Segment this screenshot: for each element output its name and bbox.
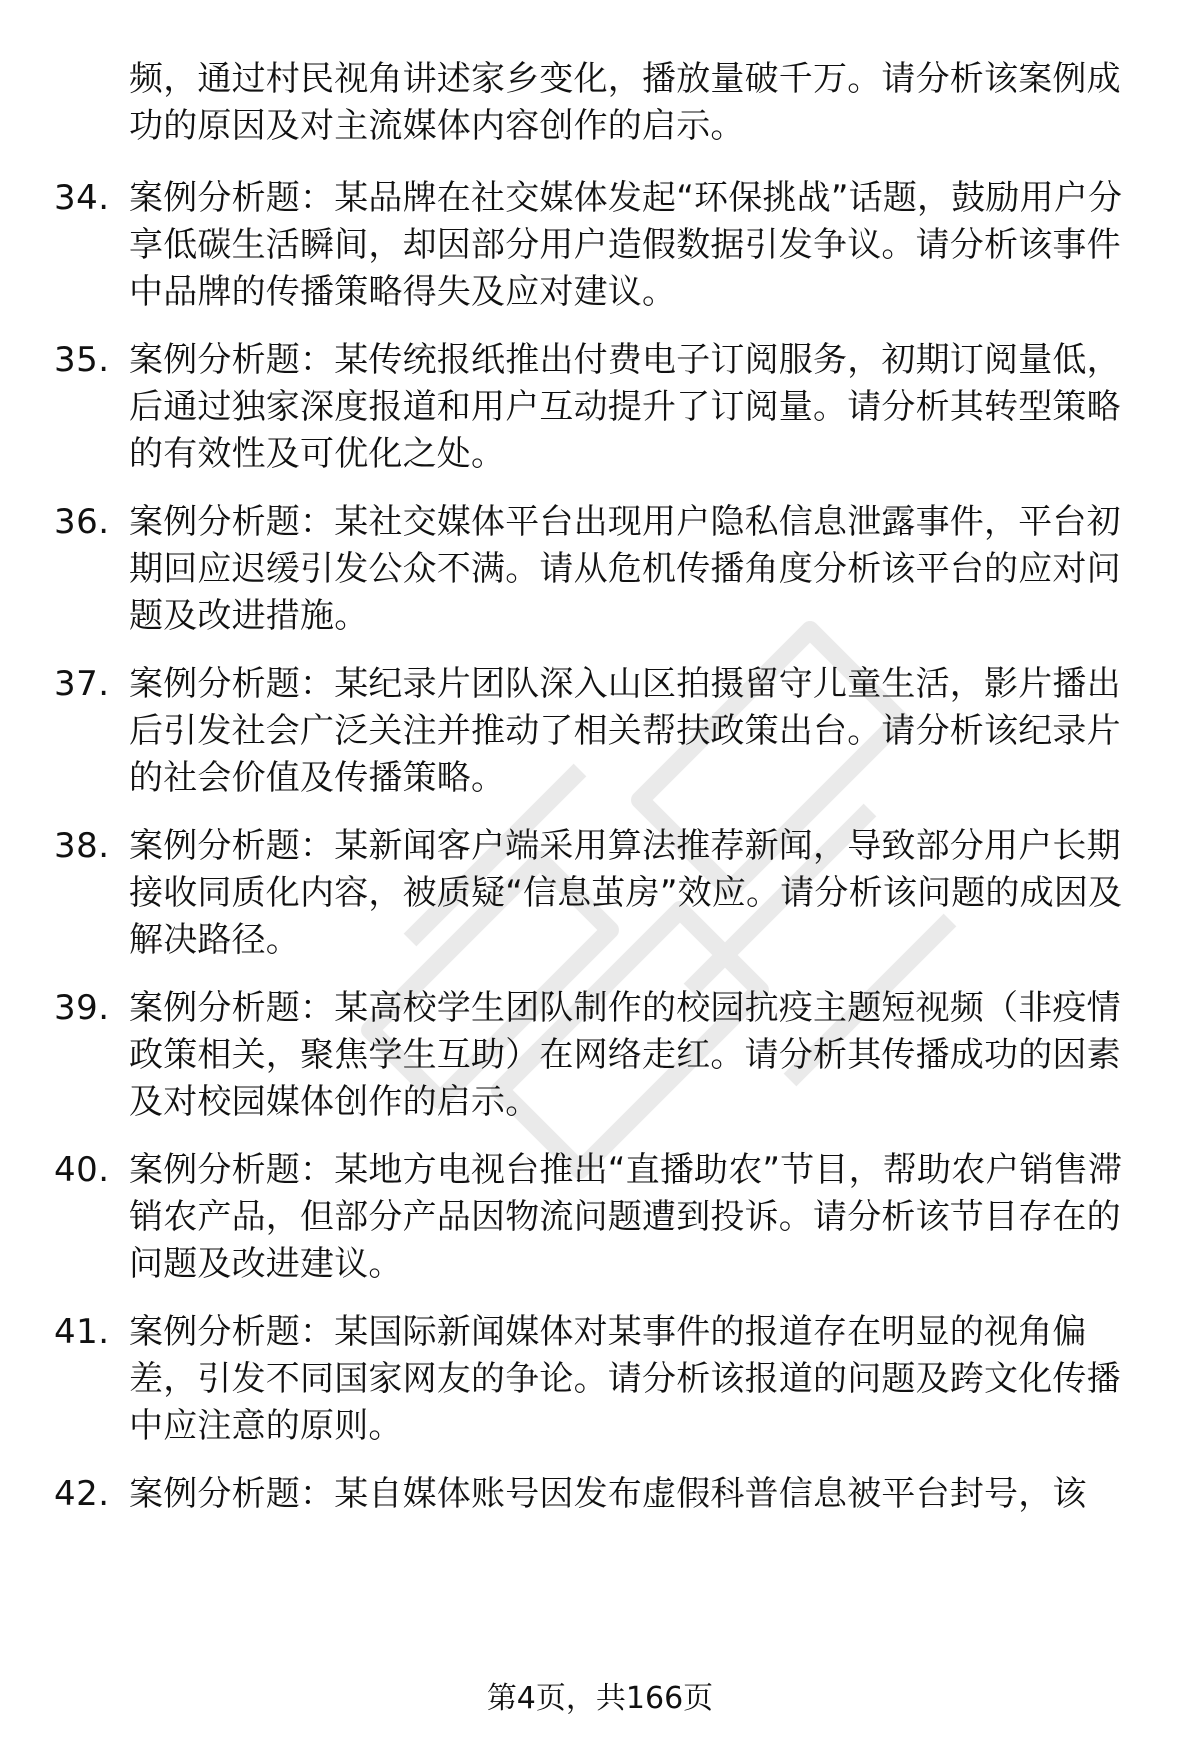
question-number: 34. <box>54 178 110 218</box>
continued-question-text: 频，通过村民视角讲述家乡变化，播放量破千万。请分析该案例成功的原因及对主流媒体内容创作的启示。 <box>129 59 1121 146</box>
question-number: 36. <box>54 502 110 542</box>
question-number: 41. <box>54 1312 110 1352</box>
question-number: 40. <box>54 1150 110 1190</box>
page-footer: 第4页，共166页 <box>486 1681 714 1716</box>
question-text: 案例分析题：某社交媒体平台出现用户隐私信息泄露事件，平台初期回应迟缓引发公众不满。请从危机传播角度分析该平台的应对问题及改进措施。 <box>129 502 1121 636</box>
question-text: 案例分析题：某地方电视台推出“直播助农”节目，帮助农户销售滞销农产品，但部分产品因物流问题遭到投诉。请分析该节目存在的问题及改进建议。 <box>129 1150 1123 1284</box>
question-number: 38. <box>54 826 110 866</box>
question-number: 35. <box>54 340 110 380</box>
question-text: 案例分析题：某自媒体账号因发布虚假科普信息被平台封号，该 <box>129 1474 1087 1514</box>
question-number: 42. <box>54 1474 110 1514</box>
question-text: 案例分析题：某纪录片团队深入山区拍摄留守儿童生活，影片播出后引发社会广泛关注并推动了相关帮扶政策出台。请分析该纪录片的社会价值及传播策略。 <box>129 664 1121 798</box>
question-text: 案例分析题：某品牌在社交媒体发起“环保挑战”话题，鼓励用户分享低碳生活瞬间，却因部分用户造假数据引发争议。请分析该事件中品牌的传播策略得失及应对建议。 <box>129 178 1123 312</box>
question-number: 37. <box>54 664 110 704</box>
question-text: 案例分析题：某高校学生团队制作的校园抗疫主题短视频（非疫情政策相关，聚焦学生互助）在网络走红。请分析其传播成功的因素及对校园媒体创作的启示。 <box>129 988 1121 1122</box>
question-text: 案例分析题：某传统报纸推出付费电子订阅服务，初期订阅量低，后通过独家深度报道和用户互动提升了订阅量。请分析其转型策略的有效性及可优化之处。 <box>129 340 1121 474</box>
question-text: 案例分析题：某国际新闻媒体对某事件的报道存在明显的视角偏差，引发不同国家网友的争论。请分析该报道的问题及跨文化传播中应注意的原则。 <box>129 1312 1121 1446</box>
question-number: 39. <box>54 988 110 1028</box>
question-text: 案例分析题：某新闻客户端采用算法推荐新闻，导致部分用户长期接收同质化内容，被质疑“信息茧房”效应。请分析该问题的成因及解决路径。 <box>129 826 1123 960</box>
